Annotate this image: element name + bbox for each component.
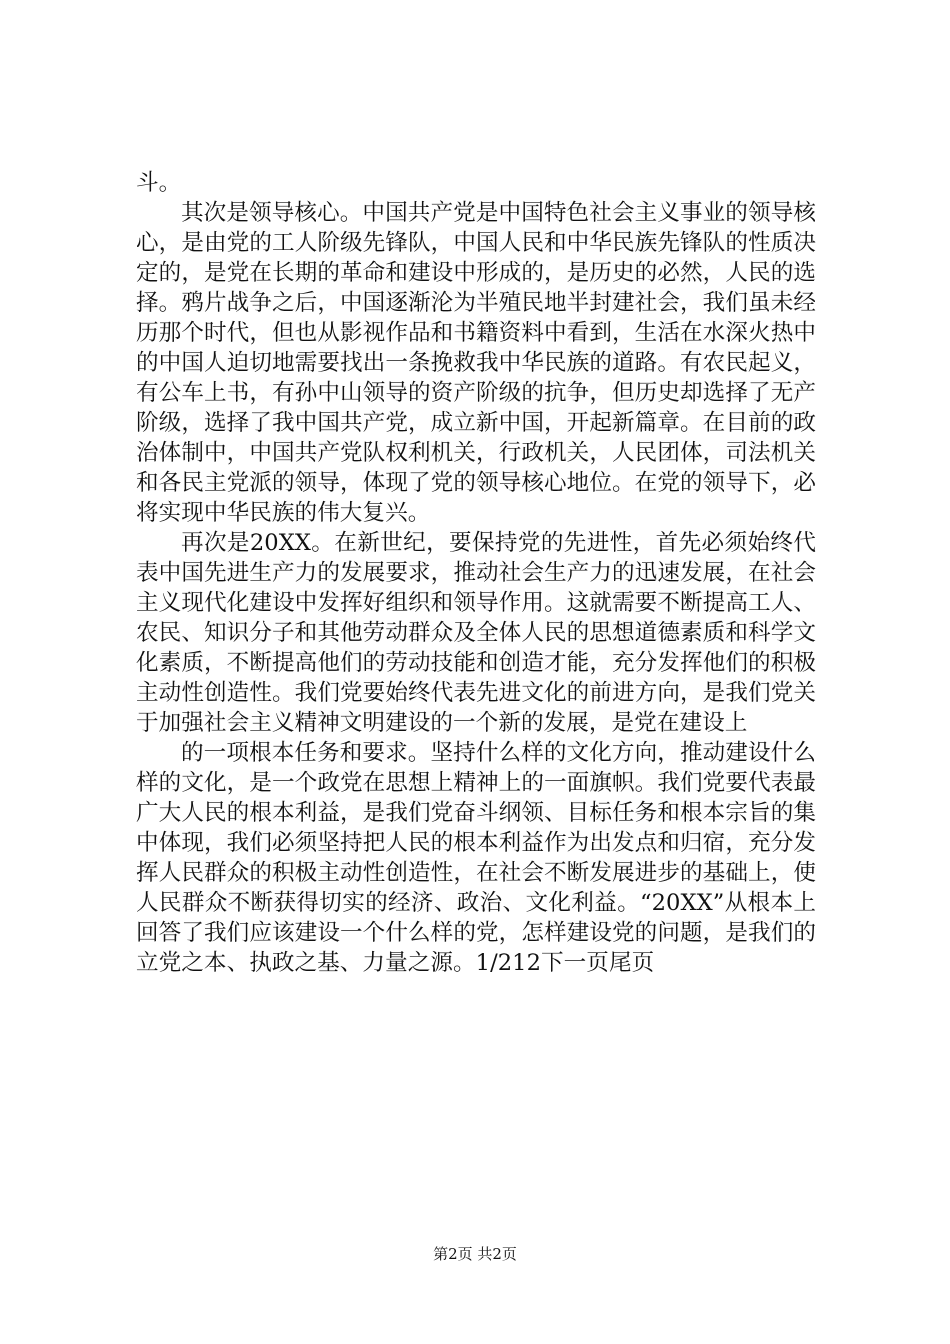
paragraph-2: 其次是领导核心。中国共产党是中国特色社会主义事业的领导核心，是由党的工人阶级先锋队，中国人民和中华民族先锋队的性质决定的，是党在长期的革命和建设中形成的，是历史的必然，人民的选择。鸦片战争之后，中国逐渐沦为半殖民地半封建社会，我们虽未经历那个时代，但也从影视作品和书籍资料中看到，生活在水深火热中的中国人迫切地需要找出一条挽救我中华民族的道路。有农民起义，有公车上书，有孙中山领导的资产阶级的抗争，但历史却选择了无产阶级，选择了我中国共产党，成立新中国，开起新篇章。在目前的政治体制中，中国共产党队权利机关，行政机关，人民团体，司法机关和各民主党派的领导，体现了党的领导核心地位。在党的领导下，必将实现中华民族的伟大复兴。	[136, 200, 816, 526]
document-body	[136, 168, 816, 978]
paragraph-3: 再次是20XX。在新世纪，要保持党的先进性，首先必须始终代表中国先进生产力的发展要求，推动社会生产力的迅速发展，在社会主义现代化建设中发挥好组织和领导作用。这就需要不断提高工人、农民、知识分子和其他劳动群众及全体人民的思想道德素质和科学文化素质，不断提高他们的劳动技能和创造才能，充分发挥他们的积极主动性创造性。我们党要始终代表先进文化的前进方向，是我们党关于加强社会主义精神文明建设的一个新的发展，是党在建设上	[136, 530, 816, 736]
paragraph-1: 斗。	[136, 170, 182, 196]
page-footer: 第2页 共2页	[433, 1245, 517, 1263]
paragraph-4: 的一项根本任务和要求。坚持什么样的文化方向，推动建设什么样的文化，是一个政党在思想上精神上的一面旗帜。我们党要代表最广大人民的根本利益，是我们党奋斗纲领、目标任务和根本宗旨的集中体现，我们必须坚持把人民的根本利益作为出发点和归宿，充分发挥人民群众的积极主动性创造性，在社会不断发展进步的基础上，使人民群众不断获得切实的经济、政治、文化利益。“20XX”从根本上回答了我们应该建设一个什么样的党，怎样建设党的问题，是我们的立党之本、执政之基、力量之源。1/212下一页尾页	[136, 740, 816, 976]
